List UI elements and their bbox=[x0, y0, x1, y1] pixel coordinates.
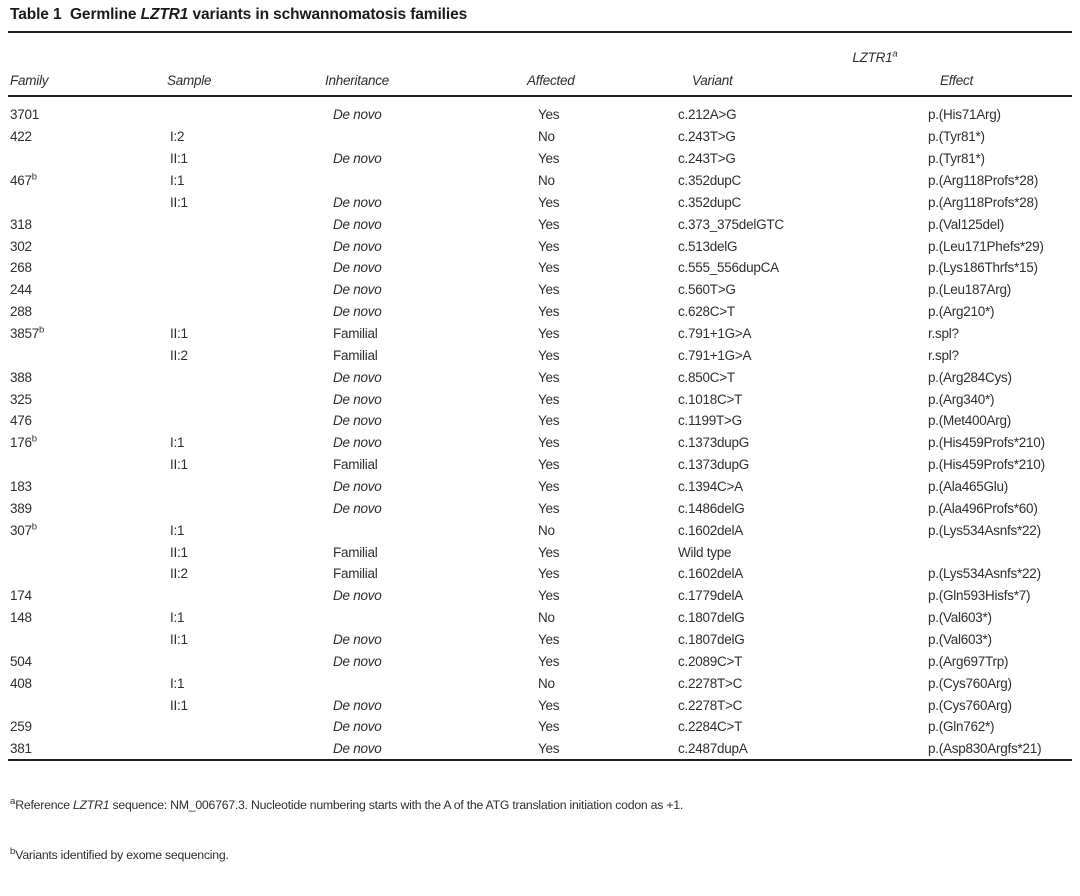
cell-affected: Yes bbox=[538, 653, 560, 669]
cell-effect: r.spl? bbox=[928, 347, 959, 363]
cell-affected: No bbox=[538, 610, 555, 626]
cell-sample: I:1 bbox=[170, 435, 185, 451]
cell-inheritance: Familial bbox=[333, 457, 378, 473]
cell-variant: c.850C>T bbox=[678, 369, 735, 385]
cell-sample: II:1 bbox=[170, 632, 188, 648]
footnote-marker: b bbox=[31, 521, 38, 533]
cell-inheritance: De novo bbox=[333, 500, 382, 516]
table-row bbox=[0, 607, 1070, 629]
cell-family: 174 bbox=[10, 588, 32, 604]
cell-effect: p.(Lys534Asnfs*22) bbox=[928, 566, 1041, 582]
column-header-family: Family bbox=[10, 73, 49, 88]
cell-variant: c.791+1G>A bbox=[678, 326, 752, 342]
cell-affected: Yes bbox=[538, 566, 560, 582]
cell-family: 467$^b$ bbox=[10, 171, 38, 188]
cell-inheritance: De novo bbox=[333, 260, 382, 276]
table-row bbox=[0, 126, 1070, 148]
table-row bbox=[0, 170, 1070, 192]
table-row bbox=[0, 541, 1070, 563]
table-row bbox=[0, 629, 1070, 651]
cell-affected: Yes bbox=[538, 435, 560, 451]
cell-affected: Yes bbox=[538, 741, 560, 757]
cell-sample: I:1 bbox=[170, 173, 185, 188]
cell-effect: p.(His459Profs*210) bbox=[928, 435, 1045, 451]
cell-family: 422 bbox=[10, 129, 32, 145]
cell-affected: Yes bbox=[538, 107, 560, 123]
cell-effect: p.(Arg697Trp) bbox=[928, 653, 1009, 669]
cell-family: 504 bbox=[10, 653, 32, 669]
cell-variant: c.1373dupG bbox=[678, 457, 750, 473]
cell-affected: Yes bbox=[538, 697, 560, 713]
cell-variant: c.2278T>C bbox=[678, 675, 743, 691]
table-row bbox=[0, 563, 1070, 585]
cell-sample: I:1 bbox=[170, 675, 185, 691]
cell-inheritance: De novo bbox=[333, 588, 382, 604]
cell-affected: Yes bbox=[538, 369, 560, 385]
cell-sample: II:1 bbox=[170, 151, 188, 167]
footnote-marker: b bbox=[31, 171, 38, 183]
table-row bbox=[0, 235, 1070, 257]
table-row bbox=[0, 497, 1070, 519]
cell-family: 183 bbox=[10, 479, 32, 495]
cell-effect: p.(Tyr81*) bbox=[928, 129, 985, 145]
cell-effect: p.(Arg340*) bbox=[928, 391, 995, 407]
cell-variant: c.1807delG bbox=[678, 632, 745, 648]
cell-affected: Yes bbox=[538, 347, 560, 363]
cell-effect: p.(Gln762*) bbox=[928, 719, 995, 735]
cell-variant: c.1394C>A bbox=[678, 479, 743, 495]
footnote-b: $^b$Variants identified by exome sequencing. bbox=[10, 845, 229, 862]
cell-family: 3857$^b$ bbox=[10, 324, 45, 342]
cell-effect: p.(His71Arg) bbox=[928, 107, 1001, 123]
table-row bbox=[0, 257, 1070, 279]
cell-effect: p.(Arg284Cys) bbox=[928, 369, 1012, 385]
cell-variant: c.212A>G bbox=[678, 107, 737, 123]
cell-affected: Yes bbox=[538, 326, 560, 342]
cell-affected: Yes bbox=[538, 544, 560, 560]
cell-inheritance: De novo bbox=[333, 369, 382, 385]
table-row bbox=[0, 388, 1070, 410]
cell-effect: p.(Arg118Profs*28) bbox=[928, 194, 1039, 210]
cell-sample: II:1 bbox=[170, 544, 188, 560]
cell-affected: Yes bbox=[538, 719, 560, 735]
cell-affected: No bbox=[538, 522, 555, 538]
table-row bbox=[0, 279, 1070, 301]
cell-affected: No bbox=[538, 173, 555, 188]
cell-sample: II:1 bbox=[170, 697, 188, 713]
cell-effect: p.(Asp830Argfs*21) bbox=[928, 741, 1042, 757]
table-body bbox=[0, 104, 1070, 760]
group-header-lztr1: LZTR1$^a$ bbox=[852, 48, 898, 65]
cell-inheritance: De novo bbox=[333, 304, 382, 320]
cell-variant: c.1373dupG bbox=[678, 435, 750, 451]
cell-effect: p.(Arg210*) bbox=[928, 304, 995, 320]
cell-effect: p.(Cys760Arg) bbox=[928, 697, 1012, 713]
cell-affected: Yes bbox=[538, 304, 560, 320]
cell-variant: c.1602delA bbox=[678, 566, 744, 582]
table-row bbox=[0, 410, 1070, 432]
rule-below-header bbox=[8, 95, 1072, 97]
cell-family: 148 bbox=[10, 610, 32, 626]
cell-affected: No bbox=[538, 129, 555, 145]
table-row bbox=[0, 738, 1070, 760]
table-row bbox=[0, 476, 1070, 498]
cell-sample: II:1 bbox=[170, 457, 188, 473]
table-row bbox=[0, 344, 1070, 366]
table-row bbox=[0, 519, 1070, 541]
cell-effect: p.(His459Profs*210) bbox=[928, 457, 1045, 473]
cell-sample: II:1 bbox=[170, 326, 188, 342]
cell-family: 288 bbox=[10, 304, 32, 320]
cell-effect: p.(Leu171Phefs*29) bbox=[928, 238, 1044, 254]
cell-family: 388 bbox=[10, 369, 32, 385]
table-row bbox=[0, 672, 1070, 694]
cell-variant: c.373_375delGTC bbox=[678, 216, 784, 232]
cell-family: 302 bbox=[10, 238, 32, 254]
cell-effect: p.(Lys534Asnfs*22) bbox=[928, 522, 1041, 538]
cell-variant: c.2089C>T bbox=[678, 653, 743, 669]
column-header-affected: Affected bbox=[527, 73, 575, 88]
cell-inheritance: Familial bbox=[333, 544, 378, 560]
cell-affected: Yes bbox=[538, 282, 560, 298]
cell-family: 307$^b$ bbox=[10, 521, 38, 538]
rule-below-title bbox=[8, 31, 1072, 33]
cell-family: 381 bbox=[10, 741, 32, 757]
cell-effect: p.(Cys760Arg) bbox=[928, 675, 1012, 691]
column-header-variant: Variant bbox=[692, 73, 733, 88]
cell-affected: Yes bbox=[538, 238, 560, 254]
cell-effect: p.(Ala465Glu) bbox=[928, 479, 1009, 495]
cell-variant: c.2278T>C bbox=[678, 697, 743, 713]
cell-affected: Yes bbox=[538, 260, 560, 276]
cell-variant: c.560T>G bbox=[678, 282, 736, 298]
cell-variant: c.2284C>T bbox=[678, 719, 743, 735]
cell-variant: c.352dupC bbox=[678, 173, 742, 188]
cell-variant: c.1807delG bbox=[678, 610, 745, 626]
cell-inheritance: De novo bbox=[333, 653, 382, 669]
cell-affected: Yes bbox=[538, 457, 560, 473]
cell-variant: c.2487dupA bbox=[678, 741, 748, 757]
cell-family: 3701 bbox=[10, 107, 40, 123]
column-header-sample: Sample bbox=[167, 73, 212, 88]
cell-effect: p.(Val125del) bbox=[928, 216, 1005, 232]
cell-family: 244 bbox=[10, 282, 32, 298]
table-row bbox=[0, 650, 1070, 672]
cell-variant: c.1199T>G bbox=[678, 413, 742, 429]
cell-family: 176$^b$ bbox=[10, 433, 38, 451]
cell-family: 389 bbox=[10, 500, 32, 516]
cell-variant: Wild type bbox=[678, 544, 732, 560]
table-row bbox=[0, 213, 1070, 235]
table-row bbox=[0, 191, 1070, 213]
cell-affected: Yes bbox=[538, 413, 560, 429]
cell-sample: I:1 bbox=[170, 610, 185, 626]
table-row bbox=[0, 323, 1070, 345]
footnotes bbox=[10, 764, 683, 896]
cell-family: 408 bbox=[10, 675, 32, 691]
cell-inheritance: De novo bbox=[333, 741, 382, 757]
table-row bbox=[0, 454, 1070, 476]
cell-effect: p.(Val603*) bbox=[928, 632, 992, 648]
cell-family: 268 bbox=[10, 260, 32, 276]
cell-inheritance: De novo bbox=[333, 238, 382, 254]
cell-inheritance: De novo bbox=[333, 216, 382, 232]
cell-inheritance: De novo bbox=[333, 719, 382, 735]
cell-affected: Yes bbox=[538, 500, 560, 516]
cell-affected: Yes bbox=[538, 151, 560, 167]
cell-inheritance: Familial bbox=[333, 326, 378, 342]
table-header-row bbox=[0, 73, 1080, 88]
cell-variant: c.243T>G bbox=[678, 151, 736, 167]
cell-inheritance: De novo bbox=[333, 697, 382, 713]
cell-affected: Yes bbox=[538, 632, 560, 648]
cell-inheritance: De novo bbox=[333, 632, 382, 648]
cell-inheritance: Familial bbox=[333, 347, 378, 363]
table-row bbox=[0, 148, 1070, 170]
cell-variant: c.513delG bbox=[678, 238, 738, 254]
cell-variant: c.1602delA bbox=[678, 522, 744, 538]
footnote-marker: b bbox=[31, 433, 38, 445]
footnote-marker: b bbox=[39, 324, 45, 336]
cell-sample: II:1 bbox=[170, 194, 188, 210]
cell-family: 318 bbox=[10, 216, 32, 232]
cell-inheritance: De novo bbox=[333, 107, 382, 123]
table-row bbox=[0, 432, 1070, 454]
cell-affected: Yes bbox=[538, 194, 560, 210]
cell-affected: No bbox=[538, 675, 555, 691]
cell-variant: c.1018C>T bbox=[678, 391, 743, 407]
cell-sample: II:2 bbox=[170, 566, 188, 582]
cell-family: 476 bbox=[10, 413, 32, 429]
cell-affected: Yes bbox=[538, 391, 560, 407]
cell-effect: p.(Lys186Thrfs*15) bbox=[928, 260, 1038, 276]
column-header-inheritance: Inheritance bbox=[325, 73, 390, 88]
cell-effect: p.(Arg118Profs*28) bbox=[928, 173, 1039, 188]
cell-family: 259 bbox=[10, 719, 32, 735]
cell-effect: p.(Val603*) bbox=[928, 610, 992, 626]
column-header-effect: Effect bbox=[940, 73, 974, 88]
table-row bbox=[0, 104, 1070, 126]
table-row bbox=[0, 301, 1070, 323]
cell-effect: p.(Met400Arg) bbox=[928, 413, 1012, 429]
cell-affected: Yes bbox=[538, 216, 560, 232]
footnote-a: $^a$Reference LZTR1 sequence: NM_006767.3. Nucleotide numbering starts with the A of the ATG translation initiation codon as +1. bbox=[10, 795, 684, 812]
cell-inheritance: De novo bbox=[333, 151, 382, 167]
cell-effect: p.(Leu187Arg) bbox=[928, 282, 1012, 298]
cell-variant: c.628C>T bbox=[678, 304, 735, 320]
cell-family: 325 bbox=[10, 391, 32, 407]
cell-inheritance: De novo bbox=[333, 282, 382, 298]
cell-affected: Yes bbox=[538, 588, 560, 604]
rule-above-footnotes bbox=[8, 759, 1072, 761]
cell-sample: I:2 bbox=[170, 129, 185, 145]
cell-inheritance: Familial bbox=[333, 566, 378, 582]
cell-effect: r.spl? bbox=[928, 326, 959, 342]
cell-inheritance: De novo bbox=[333, 391, 382, 407]
cell-variant: c.1779delA bbox=[678, 588, 744, 604]
cell-effect: p.(Tyr81*) bbox=[928, 151, 985, 167]
table-row bbox=[0, 366, 1070, 388]
cell-sample: II:2 bbox=[170, 347, 188, 363]
cell-variant: c.791+1G>A bbox=[678, 347, 752, 363]
cell-effect: p.(Ala496Profs*60) bbox=[928, 500, 1038, 516]
cell-affected: Yes bbox=[538, 479, 560, 495]
cell-variant: c.1486delG bbox=[678, 500, 745, 516]
cell-variant: c.352dupC bbox=[678, 194, 742, 210]
cell-effect: p.(Gln593Hisfs*7) bbox=[928, 588, 1031, 604]
cell-variant: c.555_556dupCA bbox=[678, 260, 779, 276]
cell-inheritance: De novo bbox=[333, 479, 382, 495]
cell-inheritance: De novo bbox=[333, 413, 382, 429]
cell-inheritance: De novo bbox=[333, 194, 382, 210]
cell-variant: c.243T>G bbox=[678, 129, 736, 145]
table-title: Table 1 Germline LZTR1 variants in schwannomatosis families bbox=[10, 6, 468, 23]
cell-sample: I:1 bbox=[170, 522, 185, 538]
table-row bbox=[0, 694, 1070, 716]
table-row bbox=[0, 585, 1070, 607]
cell-inheritance: De novo bbox=[333, 435, 382, 451]
table-row bbox=[0, 716, 1070, 738]
